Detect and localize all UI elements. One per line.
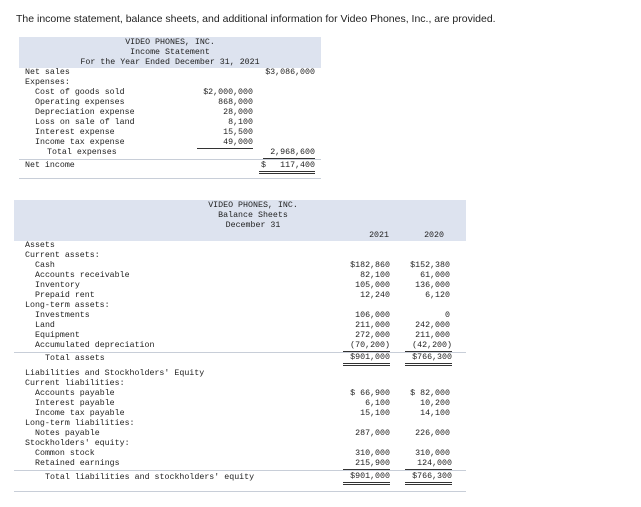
row-label: Retained earnings xyxy=(35,459,120,468)
income-statement xyxy=(19,37,321,180)
divider xyxy=(19,159,321,160)
value-2021: 105,000 xyxy=(355,281,390,290)
intro-text: The income statement, balance sheets, and additional information for Video Phones, Inc., are provided. xyxy=(16,13,496,25)
net-income-dollar: $ xyxy=(261,161,266,170)
expense-label: Loss on sale of land xyxy=(35,118,135,127)
value-2021: 15,100 xyxy=(360,409,390,418)
value-2020: 14,100 xyxy=(420,409,450,418)
column-header-2021: 2021 xyxy=(369,231,389,240)
assets-heading: Assets xyxy=(25,241,55,250)
net-sales-value: $3,086,000 xyxy=(265,68,315,77)
value-2021: 215,900 xyxy=(343,459,390,470)
value-2020: 226,000 xyxy=(415,429,450,438)
value-2020: 124,000 xyxy=(405,459,452,470)
expenses-label: Expenses: xyxy=(25,78,70,87)
total-assets-2020: $766,300 xyxy=(405,353,452,366)
value-2020: 136,000 xyxy=(415,281,450,290)
row-label: Investments xyxy=(35,311,90,320)
row-label: Cash xyxy=(35,261,55,270)
expense-label: Depreciation expense xyxy=(35,108,135,117)
total-expenses-label: Total expenses xyxy=(47,148,117,157)
value-2020: 242,000 xyxy=(415,321,450,330)
row-label: Inventory xyxy=(35,281,80,290)
value-2021: 310,000 xyxy=(355,449,390,458)
value-2020: 0 xyxy=(445,311,450,320)
net-income-value: 117,400 xyxy=(280,161,315,170)
divider xyxy=(14,470,466,471)
total-liabilities-equity-label: Total liabilities and stockholders' equity xyxy=(45,473,255,482)
divider xyxy=(14,352,466,353)
row-label: Notes payable xyxy=(35,429,100,438)
value-2021: 272,000 xyxy=(355,331,390,340)
total-liabilities-equity-2020: $766,300 xyxy=(405,472,452,485)
net-sales-label: Net sales xyxy=(25,68,70,77)
value-2021: 106,000 xyxy=(355,311,390,320)
row-label: Accumulated depreciation xyxy=(35,341,155,350)
total-liabilities-equity-2021: $901,000 xyxy=(343,472,390,485)
value-2021: 12,240 xyxy=(360,291,390,300)
balance-sheet xyxy=(14,200,466,493)
expense-value: 49,000 xyxy=(197,138,253,149)
liabilities-equity-heading: Liabilities and Stockholders' Equity xyxy=(25,369,205,378)
expense-value: 8,100 xyxy=(228,118,253,127)
row-label: Accounts payable xyxy=(35,389,115,398)
income-period: For the Year Ended December 31, 2021 xyxy=(80,58,260,67)
value-2021: 6,100 xyxy=(365,399,390,408)
total-assets-label: Total assets xyxy=(45,354,105,363)
long-term-assets-heading: Long-term assets: xyxy=(25,301,110,310)
value-2020: 61,000 xyxy=(420,271,450,280)
income-company: VIDEO PHONES, INC. xyxy=(125,38,215,47)
expense-label: Operating expenses xyxy=(35,98,125,107)
expense-value: $2,000,000 xyxy=(203,88,253,97)
value-2021: 211,000 xyxy=(355,321,390,330)
row-label: Equipment xyxy=(35,331,80,340)
total-expenses-value: 2,968,600 xyxy=(263,148,315,159)
value-2021: 287,000 xyxy=(355,429,390,438)
current-assets-heading: Current assets: xyxy=(25,251,100,260)
value-2021: $182,860 xyxy=(350,261,390,270)
row-label: Interest payable xyxy=(35,399,115,408)
value-2020: 6,120 xyxy=(425,291,450,300)
long-term-liabilities-heading: Long-term liabilities: xyxy=(25,419,135,428)
value-2020: 211,000 xyxy=(415,331,450,340)
value-2020: 310,000 xyxy=(415,449,450,458)
balance-date: December 31 xyxy=(225,221,281,230)
stockholders-equity-heading: Stockholders' equity: xyxy=(25,439,130,448)
value-2021: (70,200) xyxy=(343,341,390,352)
value-2020: $152,380 xyxy=(410,261,450,270)
expense-label: Cost of goods sold xyxy=(35,88,125,97)
row-label: Prepaid rent xyxy=(35,291,95,300)
row-label: Common stock xyxy=(35,449,95,458)
value-2020: 10,200 xyxy=(420,399,450,408)
balance-title: Balance Sheets xyxy=(218,211,288,220)
row-label: Land xyxy=(35,321,55,330)
value-2020: (42,200) xyxy=(405,341,452,352)
row-label: Accounts receivable xyxy=(35,271,130,280)
expense-label: Income tax expense xyxy=(35,138,125,147)
value-2021: 82,100 xyxy=(360,271,390,280)
expense-label: Interest expense xyxy=(35,128,115,137)
row-label: Income tax payable xyxy=(35,409,125,418)
net-income-label: Net income xyxy=(25,161,75,170)
expense-value: 868,000 xyxy=(218,98,253,107)
income-title: Income Statement xyxy=(130,48,210,57)
value-2021: $ 66,900 xyxy=(350,389,390,398)
column-header-2020: 2020 xyxy=(424,231,444,240)
total-assets-2021: $901,000 xyxy=(343,353,390,366)
expense-value: 28,000 xyxy=(223,108,253,117)
value-2020: $ 82,000 xyxy=(410,389,450,398)
expense-value: 15,500 xyxy=(223,128,253,137)
balance-company: VIDEO PHONES, INC. xyxy=(208,201,298,210)
current-liabilities-heading: Current liabilities: xyxy=(25,379,125,388)
